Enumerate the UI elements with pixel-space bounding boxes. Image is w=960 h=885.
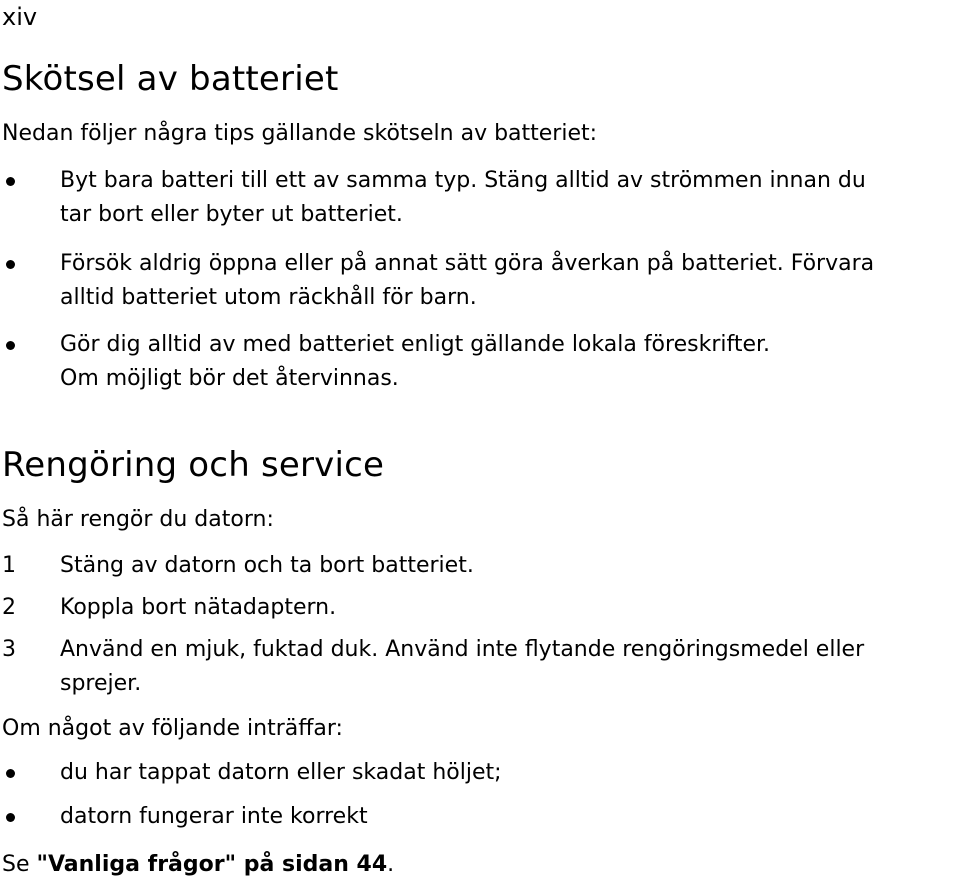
step-number: 2 bbox=[2, 595, 16, 620]
bullet-icon bbox=[6, 813, 15, 822]
bullet-icon bbox=[6, 341, 15, 350]
occurrence-bullet-1: du har tappat datorn eller skadat höljet; bbox=[60, 760, 502, 785]
cleaning-heading: Rengöring och service bbox=[2, 445, 385, 485]
see-suffix: . bbox=[387, 852, 395, 877]
battery-heading: Skötsel av batteriet bbox=[2, 59, 339, 99]
step-number: 1 bbox=[2, 553, 16, 578]
cleaning-intro: Så här rengör du datorn: bbox=[2, 507, 274, 532]
bullet-icon bbox=[6, 260, 15, 269]
see-prefix: Se bbox=[2, 852, 37, 877]
occurrence-bullet-2: datorn fungerar inte korrekt bbox=[60, 804, 368, 829]
step-1-text: Stäng av datorn och ta bort batteriet. bbox=[60, 553, 474, 578]
battery-bullet-3-line1: Gör dig alltid av med batteriet enligt gällande lokala föreskrifter. bbox=[60, 332, 771, 357]
battery-bullet-3-line2: Om möjligt bör det återvinnas. bbox=[60, 366, 399, 391]
battery-bullet-2-line1: Försök aldrig öppna eller på annat sätt göra åverkan på batteriet. Förvara bbox=[60, 251, 875, 276]
occurrence-intro: Om något av följande inträffar: bbox=[2, 716, 343, 741]
step-3-line2: sprejer. bbox=[60, 671, 142, 696]
see-reference bbox=[2, 851, 394, 879]
step-3-line1: Använd en mjuk, fuktad duk. Använd inte flytande rengöringsmedel eller bbox=[60, 637, 865, 662]
bullet-icon bbox=[6, 769, 15, 778]
battery-bullet-2-line2: alltid batteriet utom räckhåll för barn. bbox=[60, 285, 477, 310]
battery-intro: Nedan följer några tips gällande skötseln av batteriet: bbox=[2, 121, 598, 146]
battery-bullet-1-line1: Byt bara batteri till ett av samma typ. Stäng alltid av strömmen innan du bbox=[60, 168, 866, 193]
battery-bullet-1-line2: tar bort eller byter ut batteriet. bbox=[60, 202, 403, 227]
page-number: xiv bbox=[2, 3, 38, 31]
step-2-text: Koppla bort nätadaptern. bbox=[60, 595, 337, 620]
faq-page-link[interactable]: "Vanliga frågor" på sidan 44 bbox=[36, 852, 388, 877]
bullet-icon bbox=[6, 177, 15, 186]
step-number: 3 bbox=[2, 637, 16, 662]
